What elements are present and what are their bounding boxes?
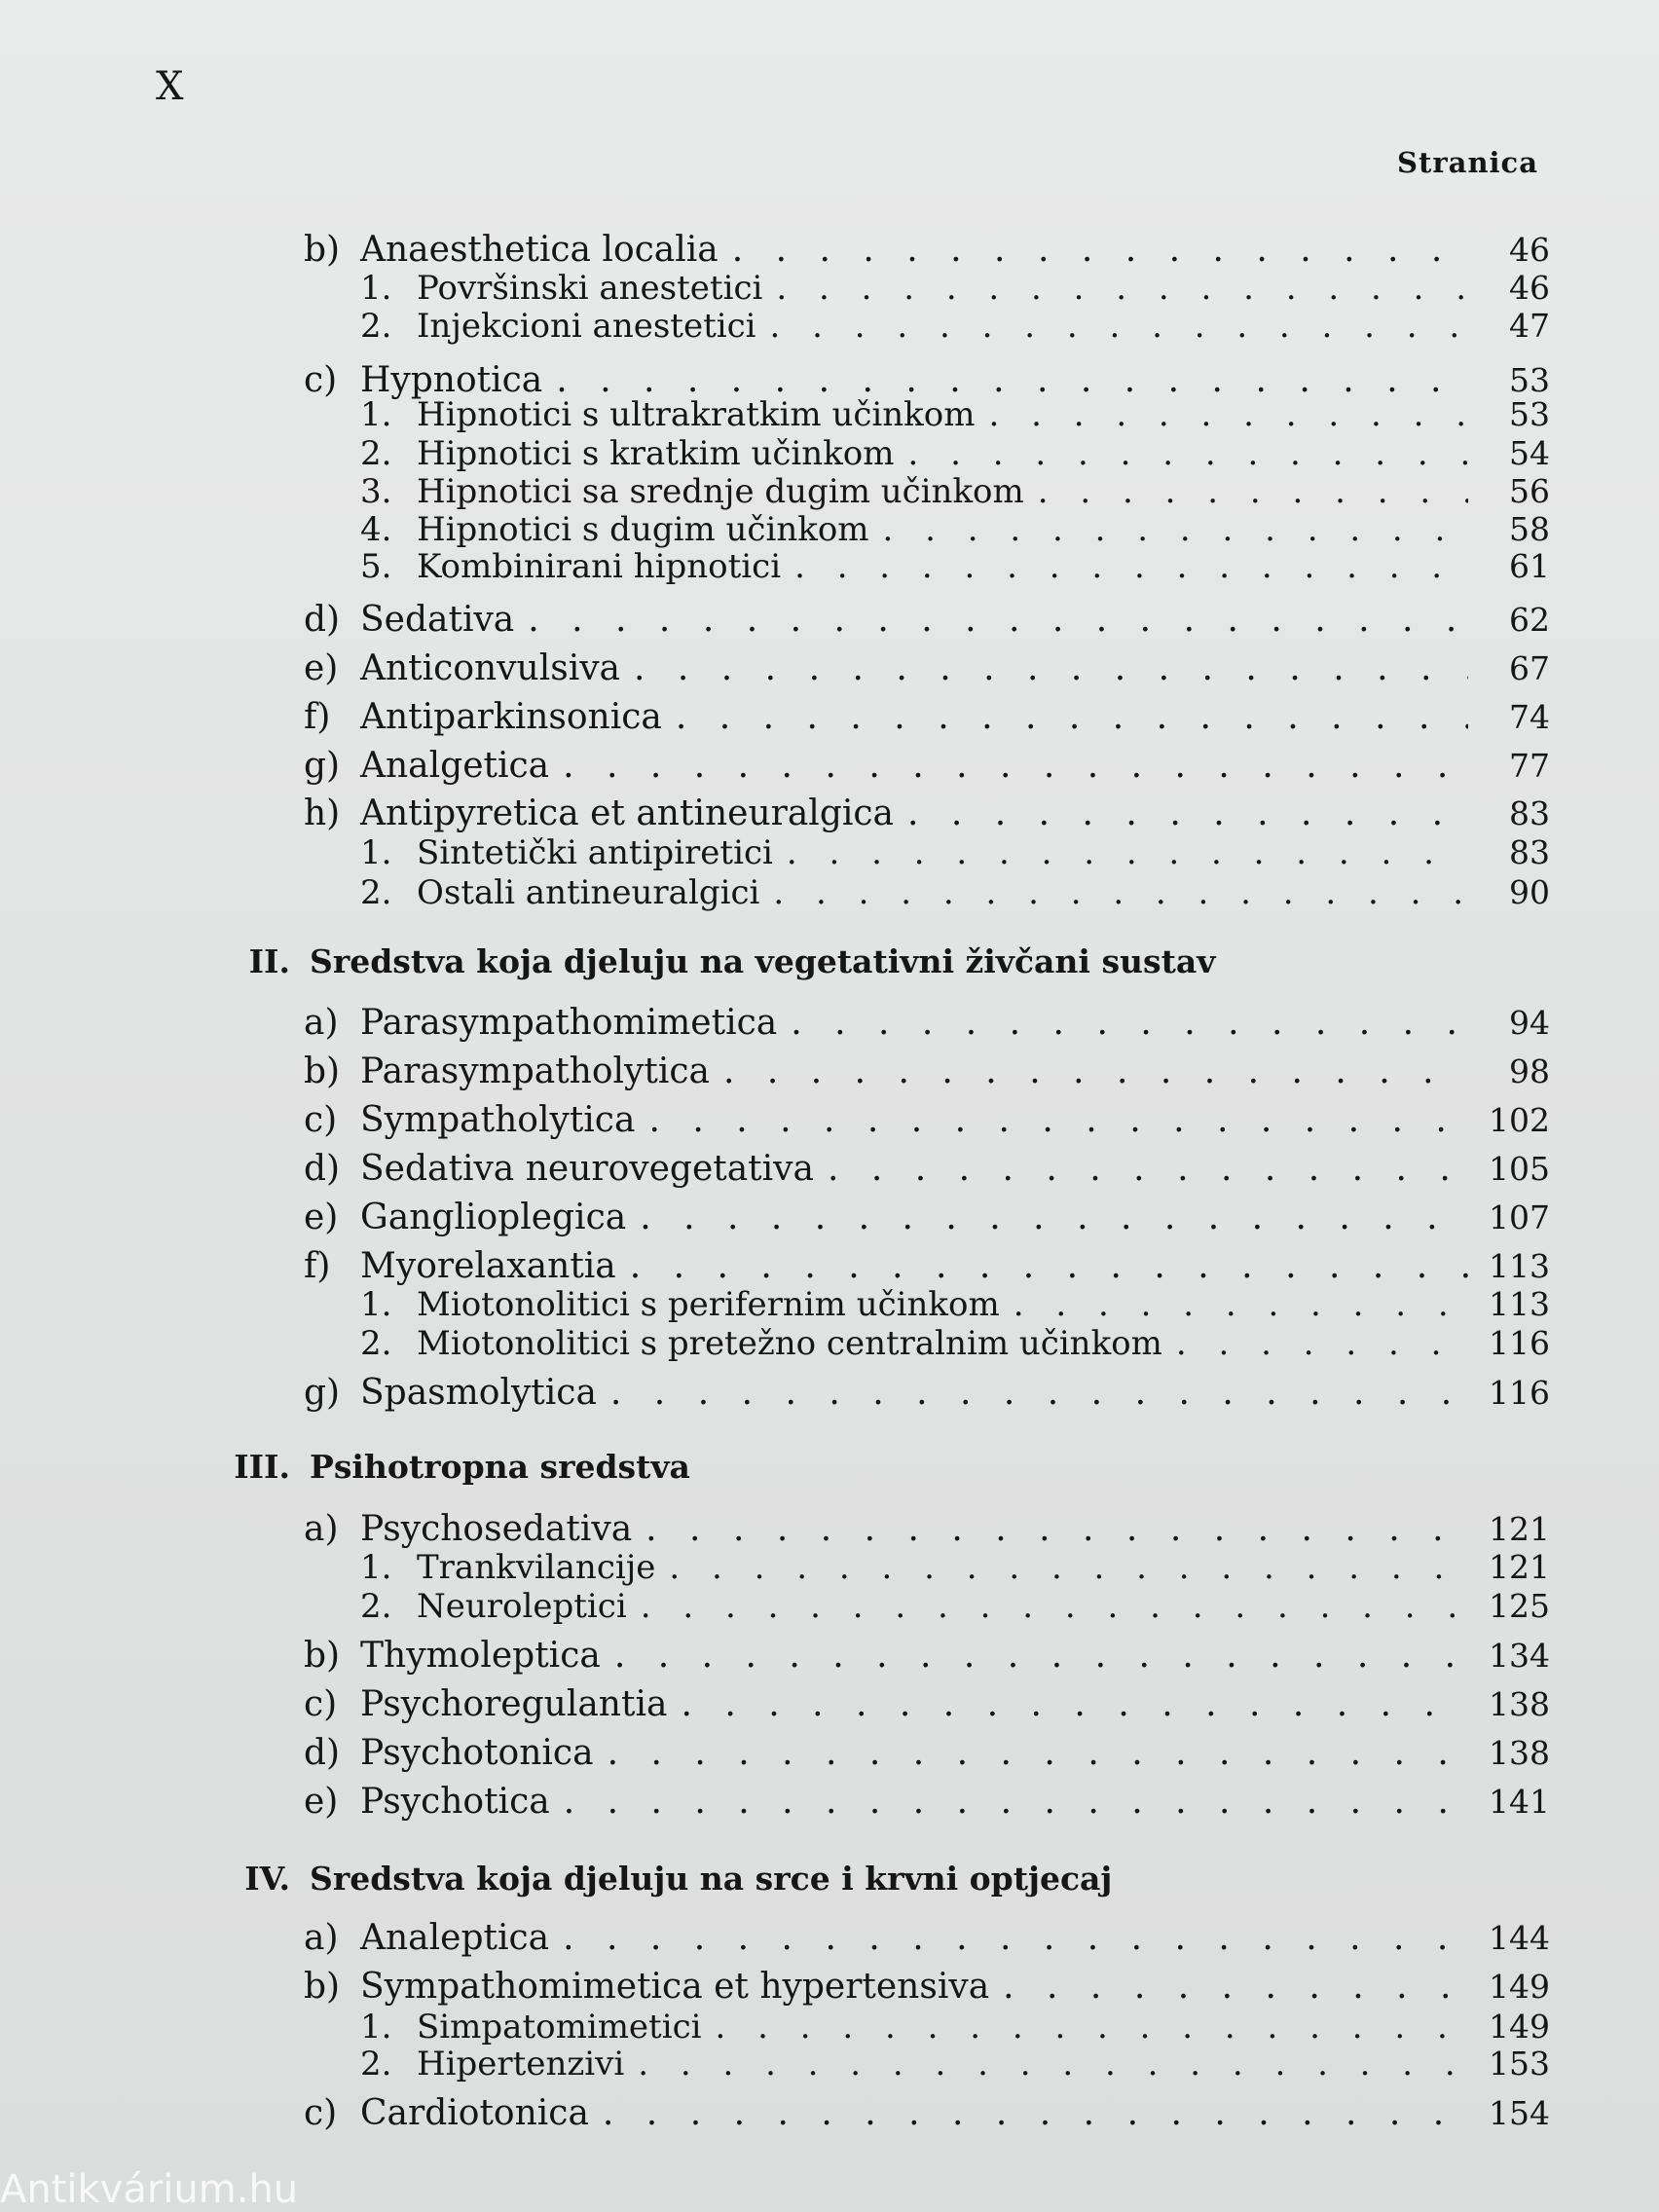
entry-title: Ostali antineuralgici bbox=[417, 873, 760, 912]
dot-leader bbox=[608, 1733, 1468, 1773]
toc-entry bbox=[304, 1246, 1550, 1286]
toc-entry bbox=[360, 873, 1550, 912]
page-ref: 83 bbox=[1509, 794, 1550, 832]
dot-leader bbox=[669, 1548, 1468, 1587]
dot-leader bbox=[723, 1051, 1468, 1091]
dot-leader bbox=[1176, 1324, 1468, 1363]
toc-entry bbox=[360, 510, 1550, 549]
entry-marker: h) bbox=[304, 793, 341, 833]
dot-leader bbox=[648, 1100, 1468, 1140]
entry-title: Miotonolitici s perifernim učinkom bbox=[417, 1285, 1000, 1324]
toc-entry bbox=[360, 307, 1550, 346]
page-ref: 94 bbox=[1509, 1004, 1550, 1042]
toc-entry bbox=[304, 1636, 1550, 1676]
entry-marker: III. bbox=[234, 1448, 290, 1486]
page-ref: 144 bbox=[1489, 1919, 1550, 1957]
entry-title: Myorelaxantia bbox=[360, 1246, 616, 1286]
entry-marker: a) bbox=[304, 1003, 339, 1043]
entry-marker: b) bbox=[304, 1051, 341, 1091]
page-ref: 56 bbox=[1509, 472, 1550, 510]
dot-leader bbox=[528, 600, 1468, 640]
entry-marker: 2. bbox=[360, 307, 392, 346]
entry-marker: c) bbox=[304, 1684, 338, 1724]
toc-entry bbox=[304, 1100, 1550, 1140]
entry-marker: d) bbox=[304, 1733, 341, 1773]
page-ref: 113 bbox=[1489, 1285, 1550, 1323]
entry-title: Hipertenzivi bbox=[417, 2045, 625, 2083]
entry-title: Miotonolitici s pretežno centralnim učinkom bbox=[417, 1324, 1162, 1363]
toc-entry bbox=[304, 793, 1550, 833]
entry-title: Neuroleptici bbox=[417, 1587, 627, 1626]
dot-leader bbox=[776, 269, 1468, 308]
entry-marker: 2. bbox=[360, 434, 392, 473]
entry-title: Cardiotonica bbox=[360, 2093, 589, 2133]
dot-leader bbox=[908, 434, 1468, 473]
entry-title: Sredstva koja djeluju na vegetativni živčani sustav bbox=[310, 942, 1216, 980]
entry-marker: 1. bbox=[360, 833, 392, 872]
dot-leader bbox=[603, 2093, 1468, 2133]
dot-leader bbox=[770, 307, 1468, 346]
toc-entry bbox=[304, 360, 1550, 400]
dot-leader bbox=[988, 395, 1468, 434]
watermark: Antikvárium.hu bbox=[0, 2167, 299, 2212]
entry-marker: g) bbox=[304, 1373, 341, 1413]
dot-leader bbox=[645, 1509, 1468, 1549]
entry-title: Sedativa neurovegetativa bbox=[360, 1149, 814, 1189]
dot-leader bbox=[681, 1684, 1468, 1724]
dot-leader bbox=[716, 2008, 1468, 2046]
dot-leader bbox=[791, 1003, 1468, 1043]
dot-leader bbox=[883, 510, 1468, 549]
page-ref: 153 bbox=[1489, 2045, 1550, 2083]
entry-title: Anaesthetica localia bbox=[360, 230, 719, 270]
toc-entry bbox=[304, 1967, 1550, 2007]
toc-entry bbox=[360, 434, 1550, 473]
page-ref: 113 bbox=[1489, 1247, 1550, 1285]
dot-leader bbox=[638, 2045, 1468, 2083]
entry-title: Injekcioni anestetici bbox=[417, 307, 756, 346]
toc-entry bbox=[360, 833, 1550, 872]
dot-leader bbox=[630, 1246, 1468, 1286]
dot-leader bbox=[563, 746, 1468, 786]
dot-leader bbox=[794, 547, 1468, 586]
entry-marker: g) bbox=[304, 746, 341, 786]
entry-title: Hypnotica bbox=[360, 360, 543, 400]
page-ref: 74 bbox=[1509, 698, 1550, 736]
entry-title: Antiparkinsonica bbox=[360, 697, 662, 737]
dot-leader bbox=[1003, 1967, 1468, 2007]
entry-marker: 5. bbox=[360, 547, 392, 586]
entry-title: Kombinirani hipnotici bbox=[417, 547, 782, 586]
page-ref: 107 bbox=[1489, 1198, 1550, 1236]
dot-leader bbox=[907, 793, 1468, 833]
page-ref: 102 bbox=[1489, 1101, 1550, 1139]
entry-title: Parasympatholytica bbox=[360, 1051, 710, 1091]
entry-marker: c) bbox=[304, 1100, 338, 1140]
entry-title: Psychosedativa bbox=[360, 1509, 633, 1549]
entry-marker: d) bbox=[304, 600, 341, 640]
toc-entry bbox=[304, 1003, 1550, 1043]
page-ref: 138 bbox=[1489, 1734, 1550, 1772]
entry-marker: a) bbox=[304, 1918, 339, 1958]
page-ref: 138 bbox=[1489, 1685, 1550, 1723]
toc-entry bbox=[360, 269, 1550, 308]
dot-leader bbox=[640, 1198, 1468, 1237]
toc-entry bbox=[304, 746, 1550, 786]
entry-marker: f) bbox=[304, 1246, 331, 1286]
toc-entry bbox=[304, 648, 1550, 688]
entry-marker: IV. bbox=[244, 1860, 290, 1898]
entry-title: Parasympathomimetica bbox=[360, 1003, 778, 1043]
entry-title: Sedativa bbox=[360, 600, 515, 640]
dot-leader bbox=[564, 1782, 1468, 1822]
toc-entry bbox=[360, 1324, 1550, 1363]
entry-marker: 1. bbox=[360, 1285, 392, 1324]
toc-entry bbox=[304, 1782, 1550, 1822]
entry-title: Psychotonica bbox=[360, 1733, 594, 1773]
entry-marker: c) bbox=[304, 2093, 338, 2133]
page-ref: 98 bbox=[1509, 1052, 1550, 1090]
entry-marker: b) bbox=[304, 1636, 341, 1676]
dot-leader bbox=[641, 1587, 1468, 1626]
entry-marker: b) bbox=[304, 1967, 341, 2007]
dot-leader bbox=[634, 648, 1468, 688]
entry-title: Hipnotici s dugim učinkom bbox=[417, 510, 869, 549]
entry-marker: 2. bbox=[360, 873, 392, 912]
page-ref: 61 bbox=[1509, 547, 1550, 585]
dot-leader bbox=[732, 230, 1468, 270]
toc-entry bbox=[304, 600, 1550, 640]
dot-leader bbox=[610, 1373, 1468, 1413]
toc-entry bbox=[304, 1684, 1550, 1724]
entry-title: Sympatholytica bbox=[360, 1100, 636, 1140]
page-ref: 116 bbox=[1489, 1324, 1550, 1362]
page-ref: 116 bbox=[1489, 1374, 1550, 1412]
entry-marker: II. bbox=[248, 942, 290, 980]
section-heading bbox=[203, 1860, 1112, 1898]
section-heading bbox=[203, 942, 1215, 980]
dot-leader bbox=[676, 697, 1468, 737]
page-number: X bbox=[156, 64, 184, 109]
toc-entry bbox=[304, 1509, 1550, 1549]
entry-marker: c) bbox=[304, 360, 338, 400]
entry-title: Površinski anestetici bbox=[417, 269, 763, 308]
toc-entry bbox=[360, 2008, 1550, 2046]
entry-marker: 4. bbox=[360, 510, 392, 549]
dot-leader bbox=[1038, 472, 1468, 511]
toc-entry bbox=[360, 1285, 1550, 1324]
page-ref: 58 bbox=[1509, 510, 1550, 548]
page-ref: 105 bbox=[1489, 1150, 1550, 1188]
dot-leader bbox=[563, 1918, 1468, 1958]
entry-title: Psihotropna sredstva bbox=[310, 1448, 690, 1486]
entry-marker: 2. bbox=[360, 1587, 392, 1626]
entry-marker: e) bbox=[304, 648, 339, 688]
dot-leader bbox=[773, 873, 1468, 912]
dot-leader bbox=[787, 833, 1468, 872]
entry-marker: 1. bbox=[360, 395, 392, 434]
section-heading bbox=[203, 1448, 690, 1486]
page-ref: 83 bbox=[1509, 833, 1550, 871]
page-ref: 47 bbox=[1509, 307, 1550, 345]
toc-entry bbox=[304, 230, 1550, 270]
entry-marker: e) bbox=[304, 1198, 339, 1237]
entry-title: Hipnotici s kratkim učinkom bbox=[417, 434, 895, 473]
page-ref: 125 bbox=[1489, 1587, 1550, 1625]
page-ref: 53 bbox=[1509, 361, 1550, 399]
page-ref: 154 bbox=[1489, 2094, 1550, 2132]
entry-title: Analgetica bbox=[360, 746, 550, 786]
toc-entry bbox=[304, 1149, 1550, 1189]
entry-marker: 2. bbox=[360, 2045, 392, 2083]
dot-leader bbox=[828, 1149, 1468, 1189]
entry-marker: 1. bbox=[360, 1548, 392, 1587]
entry-marker: f) bbox=[304, 697, 331, 737]
entry-title: Spasmolytica bbox=[360, 1373, 597, 1413]
entry-marker: b) bbox=[304, 230, 341, 270]
dot-leader bbox=[556, 360, 1468, 400]
toc-entry bbox=[360, 1548, 1550, 1587]
page-ref: 54 bbox=[1509, 434, 1550, 472]
toc-entry bbox=[304, 1733, 1550, 1773]
page-ref: 134 bbox=[1489, 1637, 1550, 1675]
toc-entry bbox=[304, 697, 1550, 737]
entry-title: Psychotica bbox=[360, 1782, 550, 1822]
toc-entry bbox=[304, 1373, 1550, 1413]
entry-title: Thymoleptica bbox=[360, 1636, 601, 1676]
page-ref: 121 bbox=[1489, 1510, 1550, 1548]
entry-marker: 1. bbox=[360, 2008, 392, 2046]
entry-title: Ganglioplegica bbox=[360, 1198, 627, 1237]
toc-entry bbox=[360, 472, 1550, 511]
entry-marker: d) bbox=[304, 1149, 341, 1189]
entry-title: Antipyretica et antineuralgica bbox=[360, 793, 894, 833]
page-ref: 46 bbox=[1509, 231, 1550, 269]
dot-leader bbox=[614, 1636, 1468, 1676]
entry-title: Sintetički antipiretici bbox=[417, 833, 773, 872]
toc-entry bbox=[304, 2093, 1550, 2133]
toc-entry bbox=[360, 2045, 1550, 2083]
page-ref: 149 bbox=[1489, 1968, 1550, 2006]
column-header: Stranica bbox=[1397, 146, 1538, 179]
page-ref: 141 bbox=[1489, 1783, 1550, 1821]
dot-leader bbox=[1014, 1285, 1468, 1324]
entry-title: Anticonvulsiva bbox=[360, 648, 621, 688]
page-ref: 46 bbox=[1509, 269, 1550, 307]
toc-entry bbox=[360, 395, 1550, 434]
page-ref: 67 bbox=[1509, 649, 1550, 687]
entry-title: Analeptica bbox=[360, 1918, 550, 1958]
page-ref: 62 bbox=[1509, 601, 1550, 639]
page-ref: 121 bbox=[1489, 1548, 1550, 1586]
page-ref: 53 bbox=[1509, 395, 1550, 433]
entry-title: Simpatomimetici bbox=[417, 2008, 702, 2046]
entry-title: Sympathomimetica et hypertensiva bbox=[360, 1967, 990, 2007]
entry-marker: 2. bbox=[360, 1324, 392, 1363]
toc-entry bbox=[304, 1198, 1550, 1237]
toc-entry bbox=[360, 547, 1550, 586]
entry-marker: 1. bbox=[360, 269, 392, 308]
toc-entry bbox=[304, 1918, 1550, 1958]
page-ref: 90 bbox=[1509, 873, 1550, 911]
entry-title: Psychoregulantia bbox=[360, 1684, 668, 1724]
entry-title: Sredstva koja djeluju na srce i krvni optjecaj bbox=[310, 1860, 1113, 1898]
toc-entry bbox=[360, 1587, 1550, 1626]
entry-title: Hipnotici s ultrakratkim učinkom bbox=[417, 395, 976, 434]
toc-entry bbox=[304, 1051, 1550, 1091]
page-ref: 149 bbox=[1489, 2008, 1550, 2046]
entry-title: Hipnotici sa srednje dugim učinkom bbox=[417, 472, 1024, 511]
entry-title: Trankvilancije bbox=[417, 1548, 656, 1587]
page-ref: 77 bbox=[1509, 747, 1550, 785]
entry-marker: 3. bbox=[360, 472, 392, 511]
entry-marker: a) bbox=[304, 1509, 339, 1549]
entry-marker: e) bbox=[304, 1782, 339, 1822]
